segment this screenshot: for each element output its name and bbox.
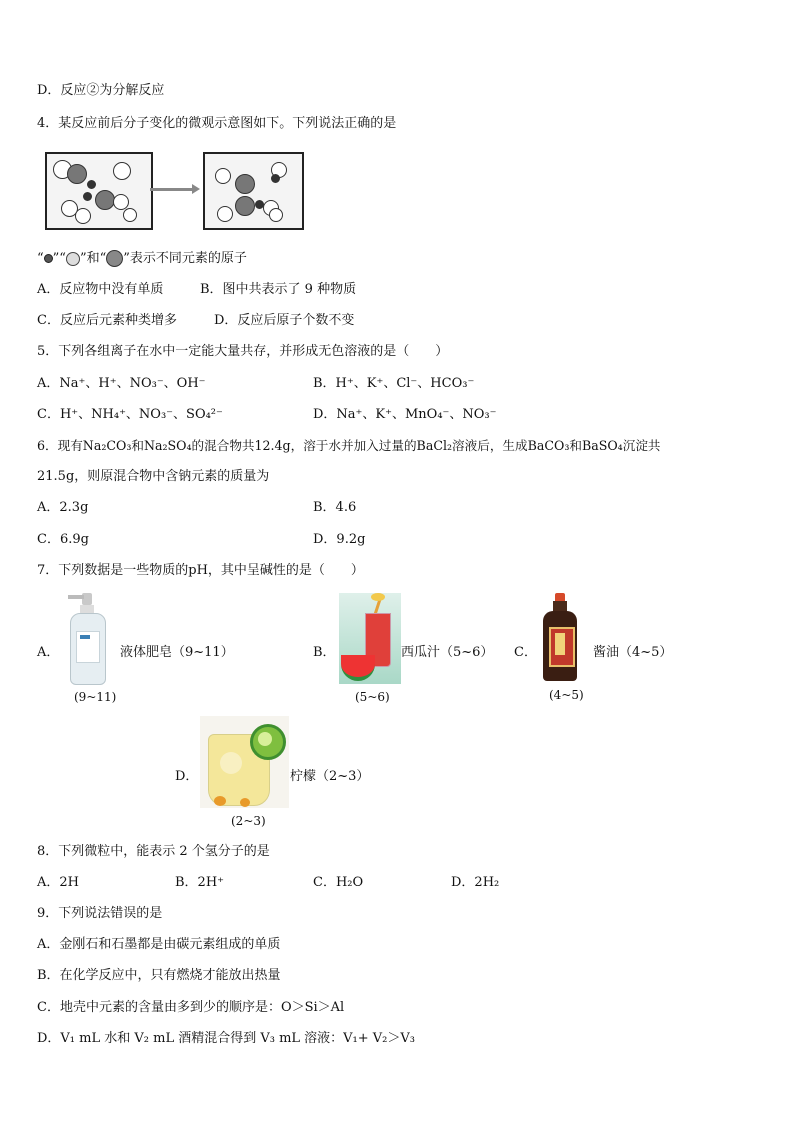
q7-option-d-text: 柠檬（2~3） — [290, 769, 370, 784]
q9-option-c: C．地壳中元素的含量由多到少的顺序是：O＞Si＞Al — [37, 1000, 345, 1015]
liquid-soap-image — [66, 593, 108, 685]
q8-stem: 8．下列微粒中，能表示 2 个氢分子的是 — [37, 844, 270, 859]
q5-option-c: C．H⁺、NH₄⁺、NO₃⁻、SO₄²⁻ — [37, 407, 223, 422]
q6-option-a: A．2.3g — [37, 500, 89, 515]
q6-stem-line1: 6．现有Na₂CO₃和Na₂SO₄的混合物共12.4g，溶于水并加入过量的BaCl₂溶液后，生成BaCO₃和BaSO₄沉淀共 — [37, 438, 661, 453]
q7-option-d-caption: (2~3) — [231, 814, 266, 828]
q7-stem: 7．下列数据是一些物质的pH，其中呈碱性的是（ ） — [37, 563, 364, 578]
q9-option-a: A．金刚石和石墨都是由碳元素组成的单质 — [37, 937, 281, 952]
q9-stem: 9．下列说法错误的是 — [37, 906, 163, 921]
q7-option-d-letter: D． — [175, 769, 199, 784]
q7-option-c-text: 酱油（4~5） — [593, 645, 673, 660]
q5-option-a: A．Na⁺、H⁺、NO₃⁻、OH⁻ — [37, 376, 206, 391]
q4-option-a: A．反应物中没有单质 — [37, 282, 164, 297]
q7-option-a-text: 液体肥皂（9~11） — [120, 645, 234, 660]
q7-option-b-caption: (5~6) — [355, 690, 390, 704]
legend-text-2: ”“ — [52, 250, 66, 266]
light-atom-icon — [66, 252, 80, 266]
watermelon-juice-image — [339, 593, 401, 684]
q4-option-d: D．反应后原子个数不变 — [214, 313, 355, 328]
q6-stem-line2: 21.5g，则原混合物中含钠元素的质量为 — [37, 469, 270, 484]
q7-option-b-letter: B． — [313, 645, 336, 660]
q4-stem: 4．某反应前后分子变化的微观示意图如下。下列说法正确的是 — [37, 116, 397, 131]
q7-option-a-letter: A． — [37, 645, 60, 660]
reactant-diagram — [45, 152, 153, 230]
q8-option-a: A．2H — [37, 875, 79, 890]
soy-sauce-image — [541, 593, 581, 683]
legend-text-4: ”表示不同元素的原子 — [123, 250, 247, 266]
product-diagram — [203, 152, 304, 230]
lemon-drink-image — [200, 716, 289, 808]
q9-option-d: D．V₁ mL 水和 V₂ mL 酒精混合得到 V₃ mL 溶液：V₁+ V₂＞V₃ — [37, 1031, 415, 1046]
q7-option-c-caption: (4~5) — [549, 688, 584, 702]
q5-stem: 5．下列各组离子在水中一定能大量共存，并形成无色溶液的是（ ） — [37, 344, 449, 359]
q6-option-d: D．9.2g — [313, 532, 366, 547]
q7-option-a-caption: (9~11) — [74, 690, 117, 704]
q5-option-d: D．Na⁺、K⁺、MnO₄⁻、NO₃⁻ — [313, 407, 497, 422]
q8-option-d: D．2H₂ — [451, 875, 500, 890]
arrow-head-icon — [192, 184, 200, 194]
q4-option-b: B．图中共表示了 9 种物质 — [200, 282, 357, 297]
legend-text-3: ”和“ — [79, 250, 107, 266]
q9-option-b: B．在化学反应中，只有燃烧才能放出热量 — [37, 968, 281, 983]
q4-option-c: C．反应后元素种类增多 — [37, 313, 177, 328]
reaction-arrow — [150, 188, 196, 191]
q7-option-c-letter: C． — [514, 645, 537, 660]
small-dark-atom-icon — [44, 254, 53, 263]
q5-option-b: B．H⁺、K⁺、Cl⁻、HCO₃⁻ — [313, 376, 475, 391]
q7-option-b-text: 西瓜汁（5~6） — [401, 645, 494, 660]
legend-text-1: “ — [37, 250, 44, 266]
large-gray-atom-icon — [106, 250, 123, 267]
q8-option-b: B．2H⁺ — [175, 875, 225, 890]
q6-option-b: B．4.6 — [313, 500, 357, 515]
q3-option-d: D．反应②为分解反应 — [37, 83, 165, 98]
q8-option-c: C．H₂O — [313, 875, 364, 890]
q6-option-c: C．6.9g — [37, 532, 89, 547]
q4-legend — [37, 250, 247, 267]
